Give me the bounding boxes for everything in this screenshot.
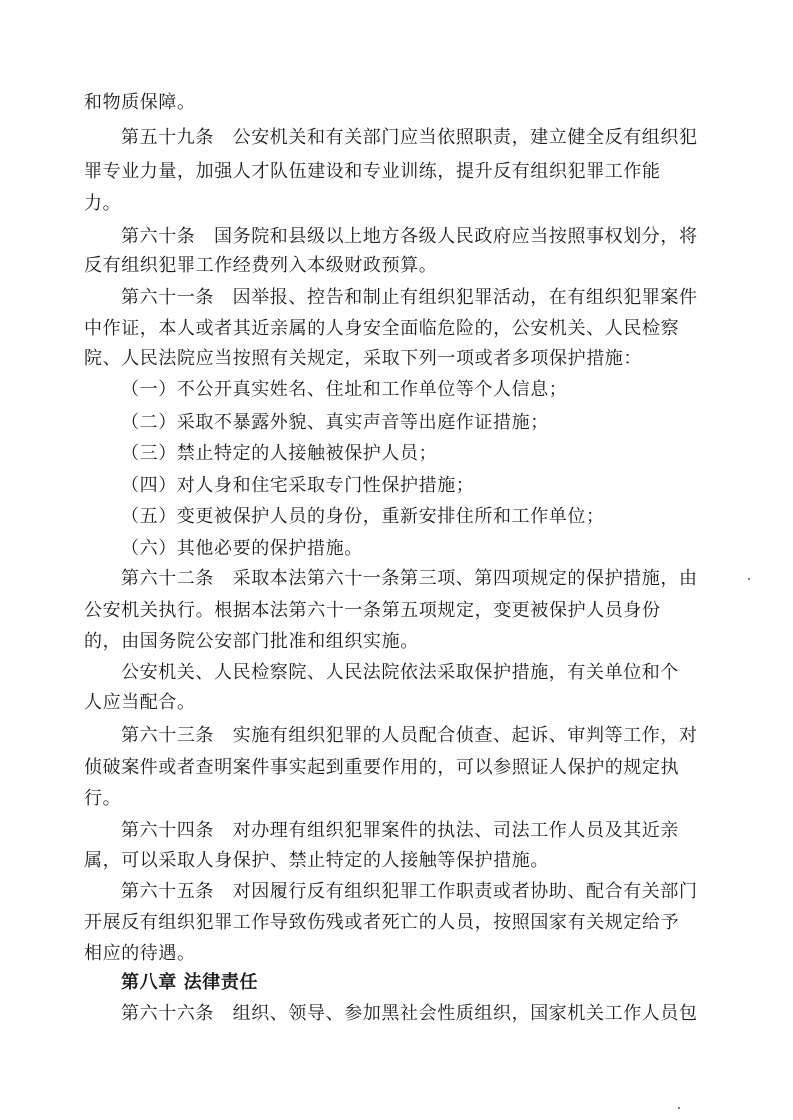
text-line: 行。 xyxy=(84,788,122,809)
text-line: 第五十九条 公安机关和有关部门应当依照职责，建立健全反有组织犯 xyxy=(121,127,698,148)
text-line: 的，由国务院公安部门批准和组织实施。 xyxy=(84,631,419,652)
text-line: 人应当配合。 xyxy=(84,692,196,713)
text-line: 罪专业力量，加强人才队伍建设和专业训练，提升反有组织犯罪工作能 xyxy=(84,161,661,182)
text-line: 第六十六条 组织、领导、参加黑社会性质组织，国家机关工作人员包 xyxy=(121,1003,698,1024)
text-line: 公安机关、人民检察院、人民法院依法采取保护措施，有关单位和个 xyxy=(121,662,679,683)
text-line: 第六十四条 对办理有组织犯罪案件的执法、司法工作人员及其近亲 xyxy=(121,820,679,841)
text-line: 相应的待遇。 xyxy=(84,943,196,964)
list-item: （一）不公开真实姓名、住址和工作单位等个人信息； xyxy=(121,379,568,400)
text-line: 第六十五条 对因履行反有组织犯罪工作职责或者协助、配合有关部门 xyxy=(121,881,698,902)
scan-speck xyxy=(748,578,750,580)
list-item: （三）禁止特定的人接触被保护人员； xyxy=(121,443,438,464)
list-item: （二）采取不暴露外貌、真实声音等出庭作证措施； xyxy=(121,412,549,433)
text-line: 力。 xyxy=(84,193,122,214)
text-line: 公安机关执行。根据本法第六十一条第五项规定，变更被保护人员身份 xyxy=(84,600,661,621)
text-line: 和物质保障。 xyxy=(84,92,196,113)
text-line: 院、人民法院应当按照有关规定，采取下列一项或者多项保护措施： xyxy=(84,348,642,369)
text-line: 开展反有组织犯罪工作导致伤残或者死亡的人员，按照国家有关规定给予 xyxy=(84,912,680,933)
list-item: （四）对人身和住宅采取专门性保护措施； xyxy=(121,475,475,496)
text-line: 中作证，本人或者其近亲属的人身安全面临危险的，公安机关、人民检察 xyxy=(84,318,680,339)
text-line: 属，可以采取人身保护、禁止特定的人接触等保护措施。 xyxy=(84,850,549,871)
text-line: 第六十三条 实施有组织犯罪的人员配合侦查、起诉、审判等工作，对 xyxy=(121,725,698,746)
list-item: （五）变更被保护人员的身份，重新安排住所和工作单位； xyxy=(121,506,605,527)
text-line: 侦破案件或者查明案件事实起到重要作用的，可以参照证人保护的规定执 xyxy=(84,757,680,778)
text-line: 第六十二条 采取本法第六十一条第三项、第四项规定的保护措施，由 xyxy=(121,568,698,589)
text-line: 第六十一条 因举报、控告和制止有组织犯罪活动，在有组织犯罪案件 xyxy=(121,287,698,308)
text-line: 反有组织犯罪工作经费列入本级财政预算。 xyxy=(84,255,438,276)
text-line: 第六十条 国务院和县级以上地方各级人民政府应当按照事权划分，将 xyxy=(121,226,698,247)
chapter-heading: 第八章 法律责任 xyxy=(121,972,259,993)
scan-speck xyxy=(678,1107,680,1109)
list-item: （六）其他必要的保护措施。 xyxy=(121,538,363,559)
